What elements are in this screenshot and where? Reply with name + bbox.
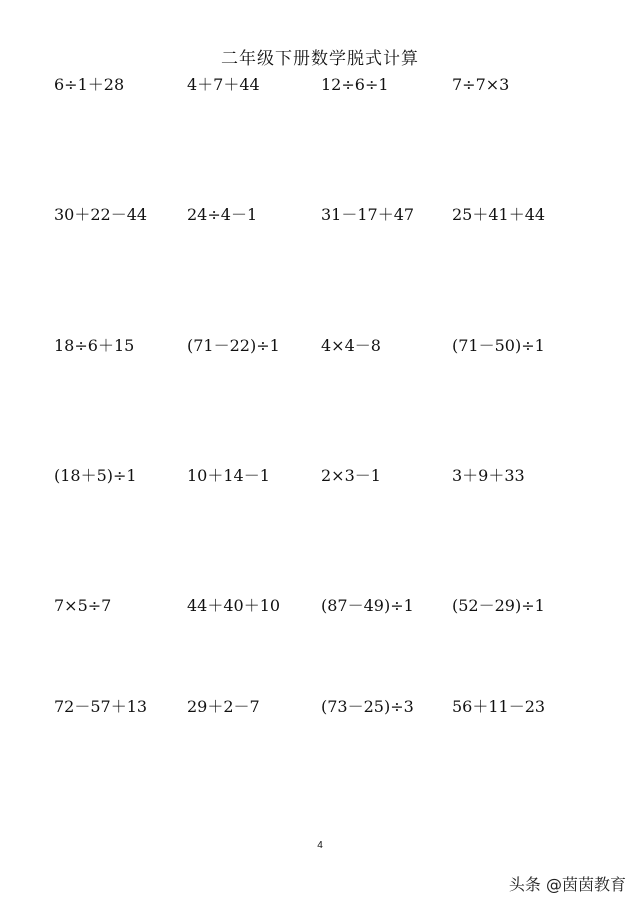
page-title: 二年级下册数学脱式计算 xyxy=(221,49,419,69)
problem-r1-c2: 4＋7＋44 xyxy=(187,75,260,94)
problem-r3-c4: (71－50)÷1 xyxy=(452,336,545,355)
problem-r4-c1: (18＋5)÷1 xyxy=(54,466,137,485)
problem-r2-c1: 30＋22－44 xyxy=(54,205,148,224)
problem-r3-c2: (71－22)÷1 xyxy=(187,336,280,355)
problem-r4-c2: 10＋14－1 xyxy=(187,466,270,485)
watermark: 头条 @茵茵教育 xyxy=(508,875,626,894)
problem-r2-c4: 25＋41＋44 xyxy=(452,205,546,224)
problem-r1-c3: 12÷6÷1 xyxy=(321,75,389,94)
problem-r4-c4: 3＋9＋33 xyxy=(452,466,525,485)
problem-r6-c4: 56＋11－23 xyxy=(452,697,546,716)
problem-r5-c4: (52－29)÷1 xyxy=(452,596,545,615)
problem-r5-c3: (87－49)÷1 xyxy=(321,596,414,615)
problem-r2-c2: 24÷4－1 xyxy=(187,205,258,224)
problem-r6-c2: 29＋2－7 xyxy=(187,697,260,716)
problem-r6-c3: (73－25)÷3 xyxy=(321,697,414,716)
problem-r3-c1: 18÷6＋15 xyxy=(54,336,135,355)
problem-r5-c1: 7×5÷7 xyxy=(54,596,112,615)
page-number: 4 xyxy=(317,840,323,851)
problem-r4-c3: 2×3－1 xyxy=(321,466,381,485)
problem-r1-c4: 7÷7×3 xyxy=(452,75,510,94)
problem-r1-c1: 6÷1＋28 xyxy=(54,75,125,94)
problem-r2-c3: 31－17＋47 xyxy=(321,205,415,224)
problem-r5-c2: 44＋40＋10 xyxy=(187,596,281,615)
problem-r6-c1: 72－57＋13 xyxy=(54,697,148,716)
problem-r3-c3: 4×4－8 xyxy=(321,336,381,355)
